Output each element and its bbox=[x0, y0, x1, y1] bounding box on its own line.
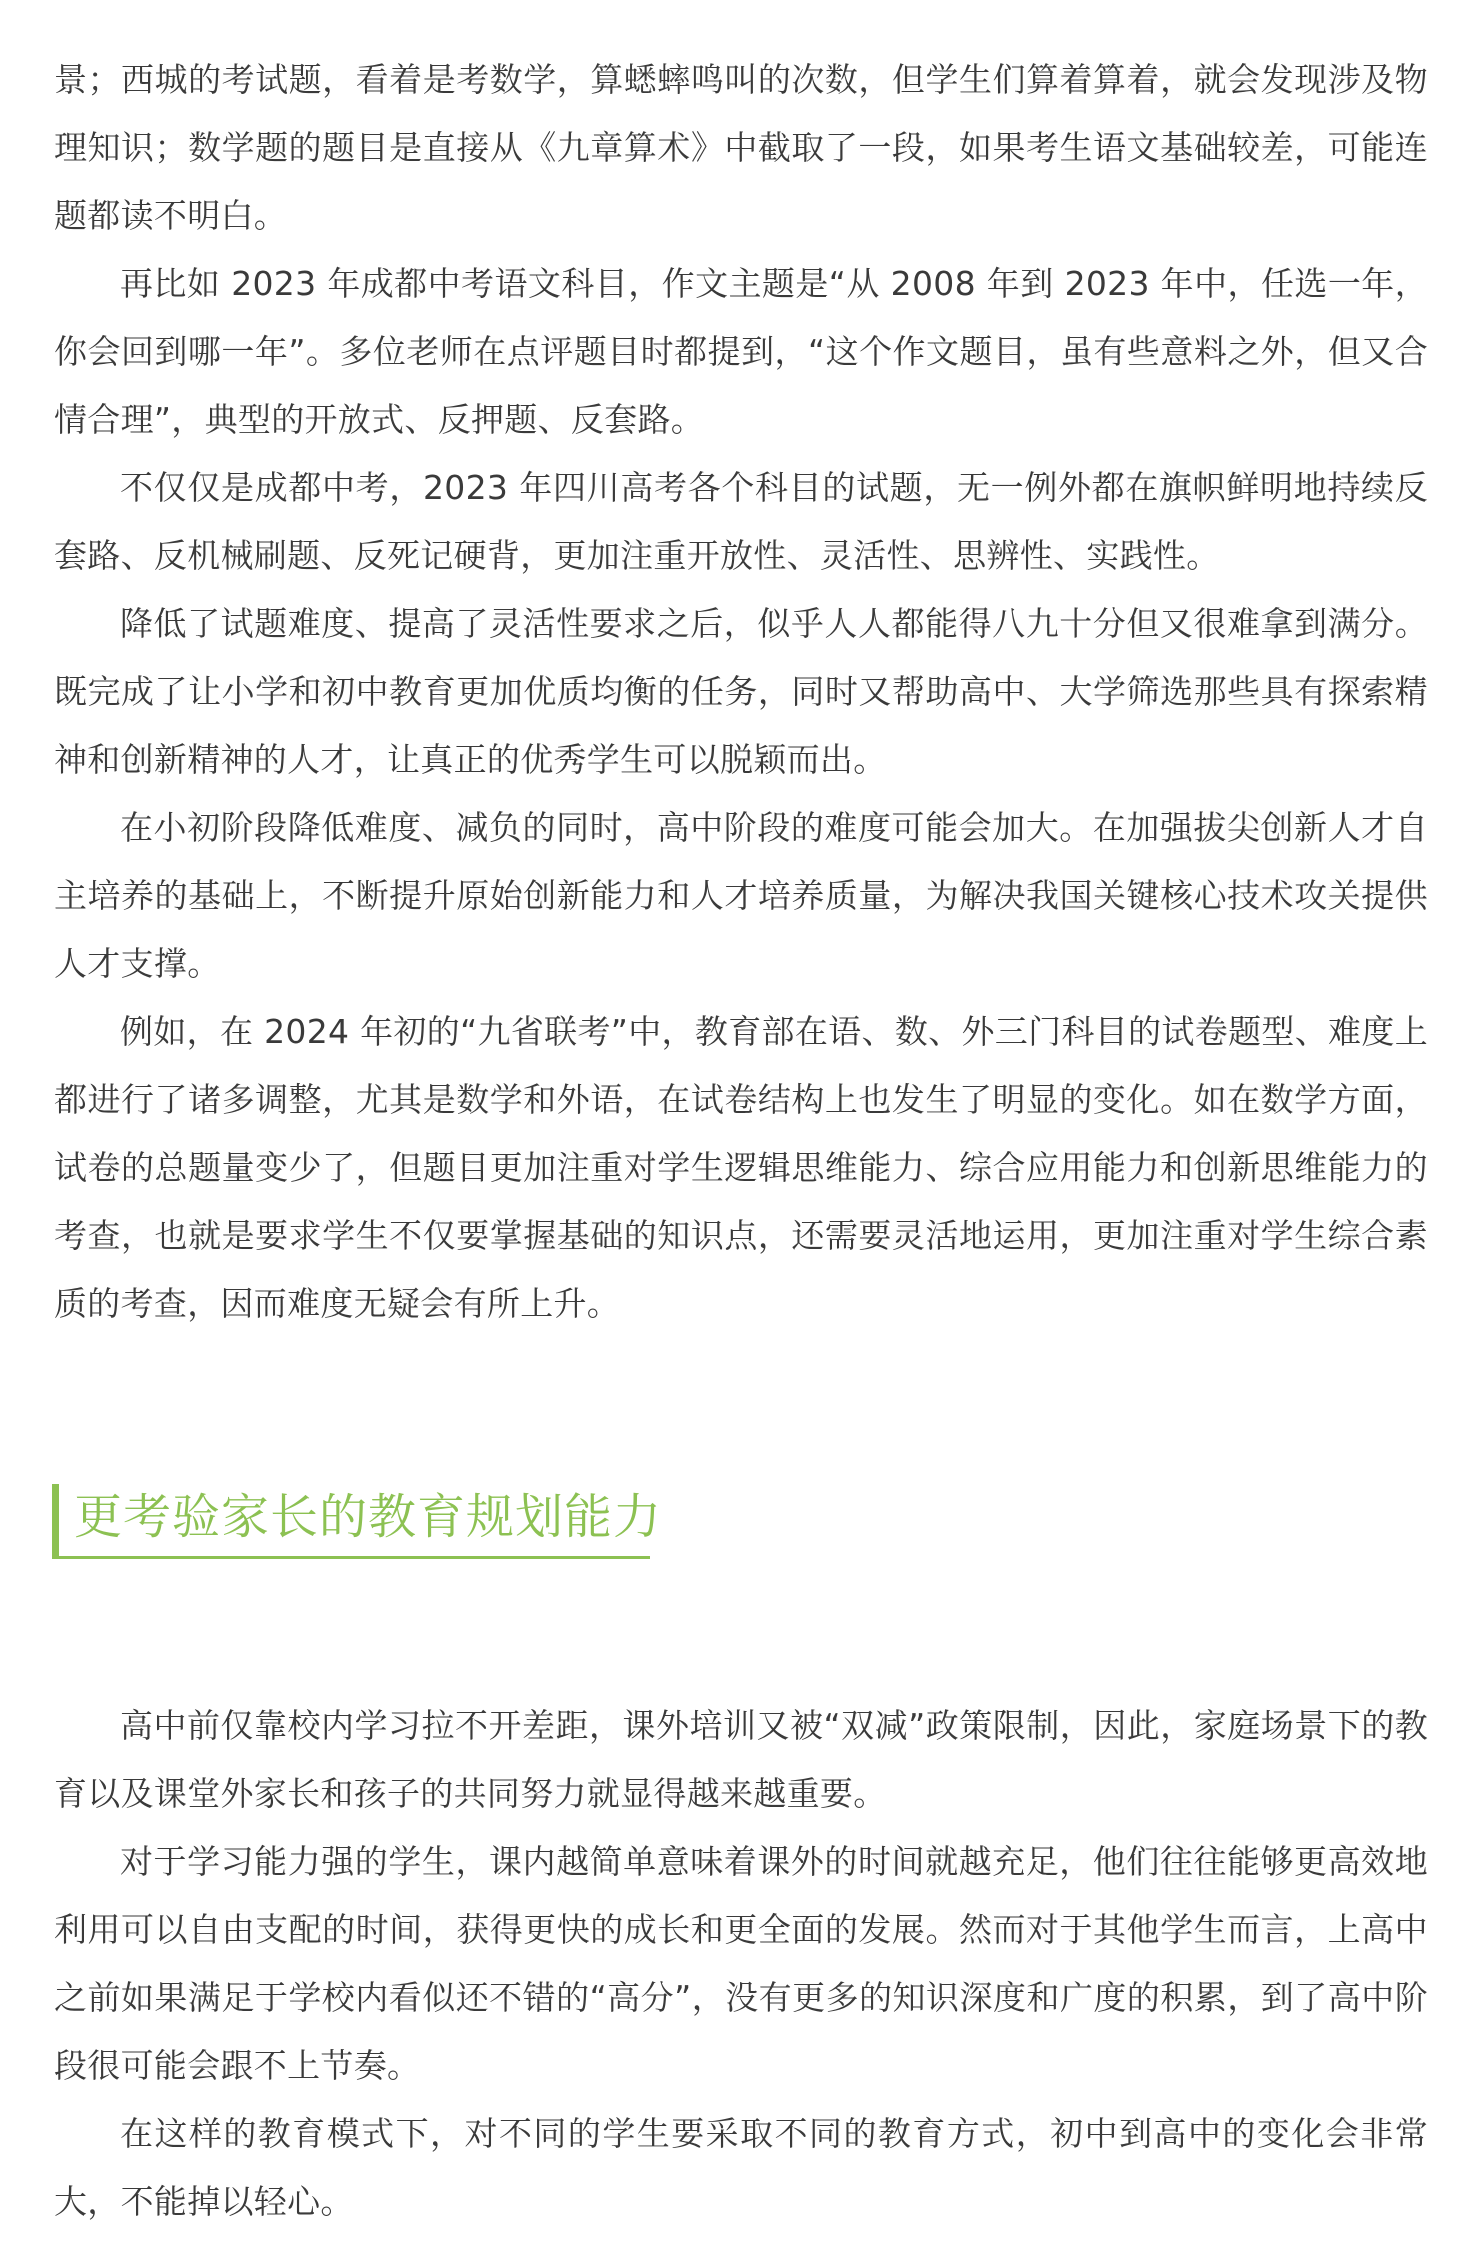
heading-underline bbox=[52, 1556, 650, 1559]
paragraph: 例如，在 2024 年初的“九省联考”中，教育部在语、数、外三门科目的试卷题型、难度上都进行了诸多调整，尤其是数学和外语，在试卷结构上也发生了明显的变化。如在数学方面，试卷的总题量变少了，但题目更加注重对学生逻辑思维能力、综合应用能力和创新思维能力的考查，也就是要求学生不仅要掌握基础的知识点，还需要灵活地运用，更加注重对学生综合素质的考查，因而难度无疑会有所上升。 bbox=[54, 1012, 1428, 1323]
text-block-bottom bbox=[54, 1692, 1428, 2236]
paragraph: 不仅仅是成都中考，2023 年四川高考各个科目的试题，无一例外都在旗帜鲜明地持续反套路、反机械刷题、反死记硬背，更加注重开放性、灵活性、思辨性、实践性。 bbox=[54, 468, 1428, 575]
section-title: 更考验家长的教育规划能力 bbox=[74, 1489, 663, 1545]
text-block-top bbox=[54, 46, 1428, 1338]
paragraph: 再比如 2023 年成都中考语文科目，作文主题是“从 2008 年到 2023 年中，任选一年，你会回到哪一年”。多位老师在点评题目时都提到，“这个作文题目，虽有些意料之外，但又合情合理”，典型的开放式、反押题、反套路。 bbox=[54, 264, 1428, 439]
paragraph: 在这样的教育模式下，对不同的学生要采取不同的教育方式，初中到高中的变化会非常大，不能掉以轻心。 bbox=[54, 2114, 1428, 2221]
paragraph: 在小初阶段降低难度、减负的同时，高中阶段的难度可能会加大。在加强拔尖创新人才自主培养的基础上，不断提升原始创新能力和人才培养质量，为解决我国关键核心技术攻关提供人才支撑。 bbox=[54, 808, 1428, 983]
paragraph-continued: 景；西城的考试题，看着是考数学，算蟋蟀鸣叫的次数，但学生们算着算着，就会发现涉及物理知识；数学题的题目是直接从《九章算术》中截取了一段，如果考生语文基础较差，可能连题都读不明白。 bbox=[54, 60, 1428, 235]
section-heading bbox=[52, 1480, 663, 1560]
paragraph: 降低了试题难度、提高了灵活性要求之后，似乎人人都能得八九十分但又很难拿到满分。既完成了让小学和初中教育更加优质均衡的任务，同时又帮助高中、大学筛选那些具有探索精神和创新精神的人才，让真正的优秀学生可以脱颖而出。 bbox=[54, 604, 1428, 779]
heading-accent-bar bbox=[52, 1484, 59, 1558]
paragraph: 高中前仅靠校内学习拉不开差距，课外培训又被“双减”政策限制，因此，家庭场景下的教育以及课堂外家长和孩子的共同努力就显得越来越重要。 bbox=[54, 1706, 1428, 1813]
paragraph: 对于学习能力强的学生，课内越简单意味着课外的时间就越充足，他们往往能够更高效地利用可以自由支配的时间，获得更快的成长和更全面的发展。然而对于其他学生而言，上高中之前如果满足于学校内看似还不错的“高分”，没有更多的知识深度和广度的积累，到了高中阶段很可能会跟不上节奏。 bbox=[54, 1842, 1428, 2085]
